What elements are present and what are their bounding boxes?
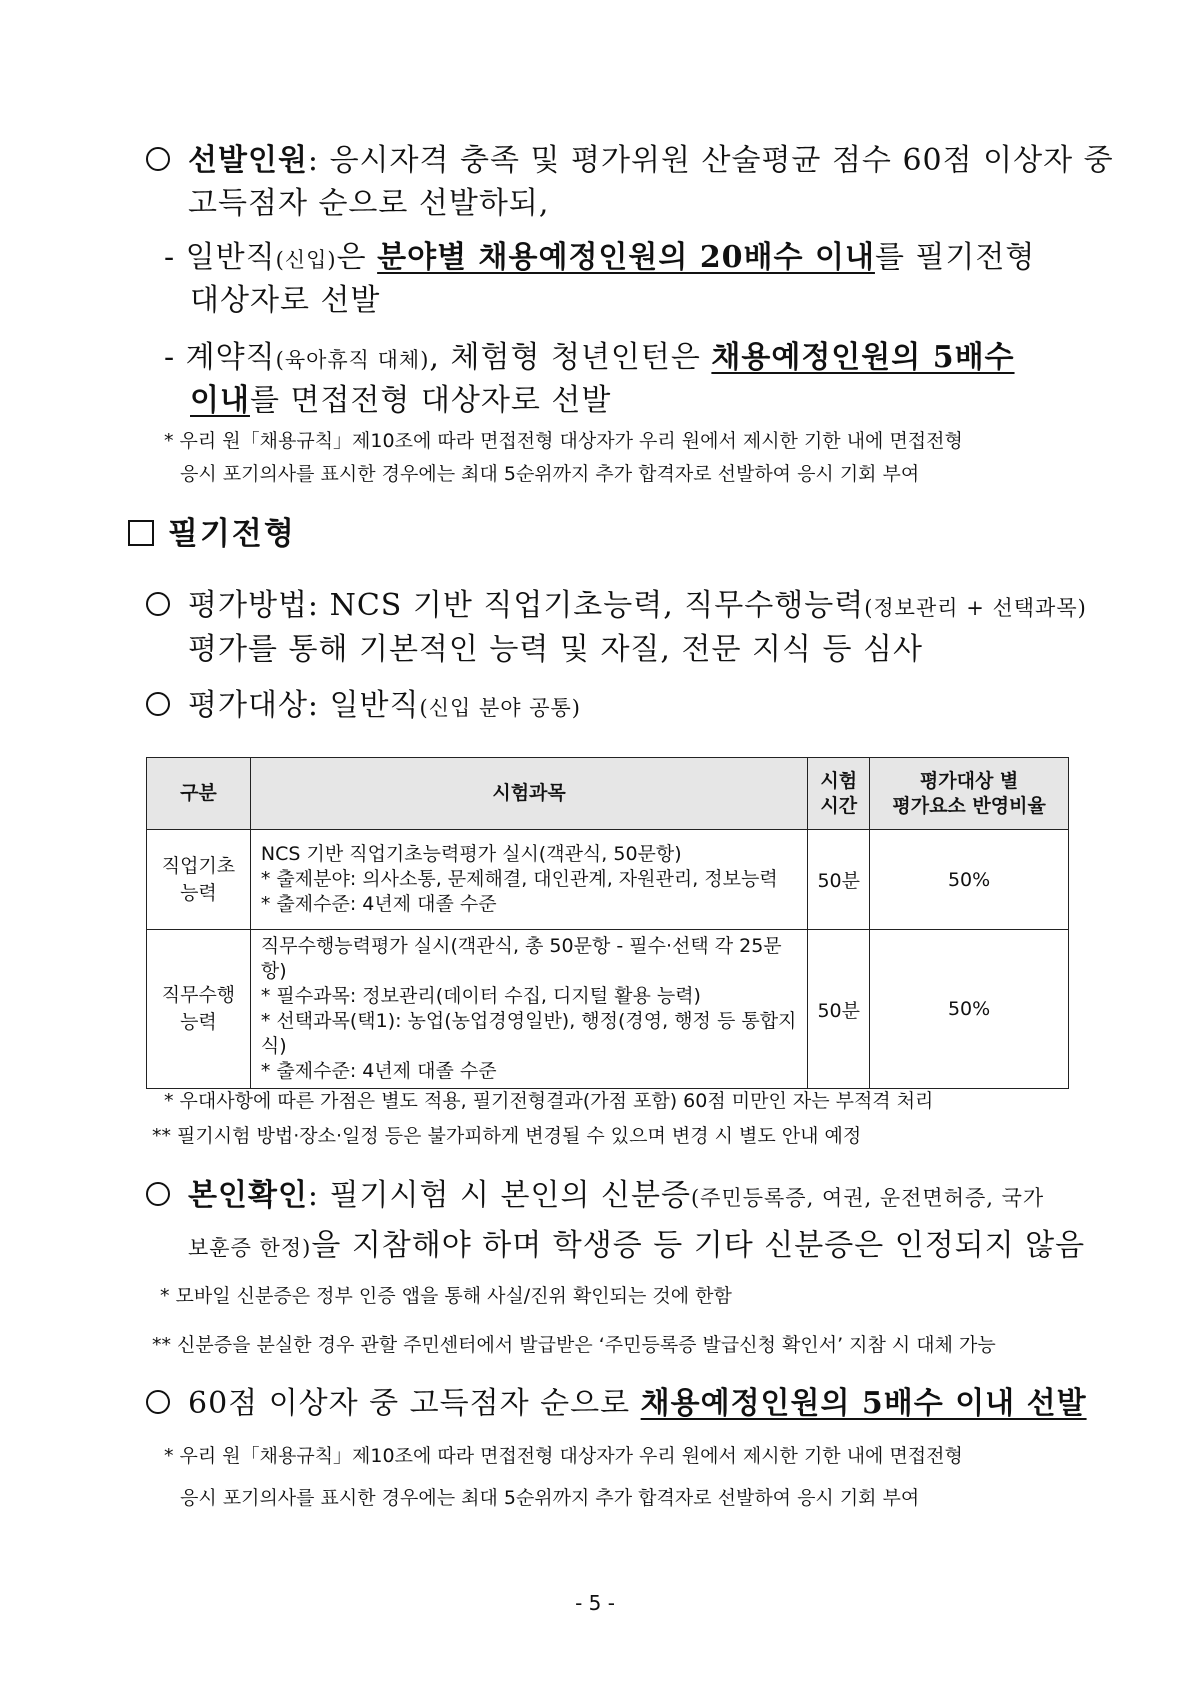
header-ratio-1: 평가대상 별 (919, 769, 1019, 792)
table-note-2: ** 필기시험 방법·장소·일정 등은 불가피하게 변경될 수 있으며 변경 시 별도 안내 예정 (152, 1125, 862, 1147)
row-category-1: 직업기초 (161, 854, 236, 877)
row-ratio: 50% (870, 930, 1069, 1089)
row-category (147, 830, 251, 930)
square-bullet-icon (128, 520, 154, 546)
row-ratio: 50% (870, 830, 1069, 930)
identity-line-1 (146, 1170, 1044, 1214)
contract-underlined-1: 채용예정인원의 5배수 (711, 340, 1015, 375)
table-header-row (147, 758, 1069, 830)
identity-label: 본인확인 (188, 1178, 308, 1213)
identity-note-1: * 모바일 신분증은 정부 인증 앱을 통해 사실/진위 확인되는 것에 한함 (160, 1285, 732, 1307)
selection-note-1: * 우리 원「채용규칙」제10조에 따라 면접전형 대상자가 우리 원에서 제시한 기한 내에 면접전형 (164, 430, 963, 452)
circle-bullet-icon (146, 1390, 170, 1414)
identity-paren-1: (주민등록증, 여권, 운전면허증, 국가 (690, 1186, 1045, 1210)
contract-prefix: - 계약직 (164, 340, 276, 375)
general-underlined: 분야별 채용예정인원의 20배수 이내 (377, 240, 875, 275)
identity-text-2: 을 지참해야 하며 학생증 등 기타 신분증은 인정되지 않음 (311, 1228, 1086, 1263)
header-time-1: 시험 (820, 769, 858, 792)
circle-bullet-icon (146, 1182, 170, 1206)
selection-line-2: 고득점자 순으로 선발하되, (188, 186, 550, 221)
row-category-1: 직무수행 (161, 984, 236, 1006)
subject-line: * 출제수준: 4년제 대졸 수준 (260, 1060, 497, 1082)
method-text: : NCS 기반 직업기초능력, 직무수행능력 (307, 588, 865, 623)
contract-line-2 (190, 375, 611, 419)
contract-mid: , 체험형 청년인턴은 (429, 340, 712, 375)
general-mid: 은 (336, 240, 378, 275)
table-note-1: * 우대사항에 따른 가점은 별도 적용, 필기전형결과(가점 포함) 60점 미만인 자는 부적격 처리 (164, 1090, 934, 1112)
row-subject (250, 930, 807, 1089)
selection-text: : 응시자격 충족 및 평가위원 산술평균 점수 60점 이상자 중 (307, 143, 1114, 178)
general-prefix: - 일반직 (164, 240, 276, 275)
header-ratio (870, 758, 1069, 830)
section-title (128, 508, 296, 553)
exam-table (146, 757, 1069, 1089)
method-label: 평가방법 (188, 588, 308, 623)
general-line-1 (164, 232, 1035, 276)
row-time: 50분 (808, 830, 870, 930)
circle-bullet-icon (146, 592, 170, 616)
table-row (147, 930, 1069, 1089)
header-time (808, 758, 870, 830)
subject-line: NCS 기반 직업기초능력평가 실시(객관식, 50문항) (260, 843, 682, 865)
row-time: 50분 (808, 930, 870, 1089)
final-underlined: 채용예정인원의 5배수 이내 선발 (640, 1386, 1087, 1421)
target-line (146, 680, 581, 724)
final-note-2: 응시 포기의사를 표시한 경우에는 최대 5순위까지 추가 합격자로 선발하여 응시 기회 부여 (180, 1487, 920, 1509)
selection-note-2: 응시 포기의사를 표시한 경우에는 최대 5순위까지 추가 합격자로 선발하여 응시 기회 부여 (180, 463, 920, 485)
target-paren: (신입 분야 공통) (419, 696, 581, 720)
final-text: 60점 이상자 중 고득점자 순으로 (188, 1386, 641, 1421)
section-title-text: 필기전형 (168, 516, 296, 552)
header-time-2: 시간 (820, 794, 858, 817)
row-category-2: 능력 (180, 881, 217, 904)
final-line (146, 1378, 1087, 1422)
method-line-2: 평가를 통해 기본적인 능력 및 자질, 전문 지식 등 심사 (188, 632, 923, 667)
identity-line-2 (188, 1220, 1085, 1264)
subject-line: * 선택과목(택1): 농업(농업경영일반), 행정(경영, 행정 등 통합지식) (260, 1010, 797, 1057)
target-label: 평가대상 (188, 688, 308, 723)
identity-paren-2: 보훈증 한정) (188, 1236, 312, 1260)
subject-line: * 출제수준: 4년제 대졸 수준 (260, 893, 497, 915)
circle-bullet-icon (146, 692, 170, 716)
row-category-2: 능력 (180, 1011, 217, 1033)
table-row (147, 830, 1069, 930)
general-paren: (신입) (275, 248, 337, 272)
header-ratio-2: 평가요소 반영비율 (892, 794, 1046, 817)
header-category: 구분 (147, 758, 251, 830)
method-line-1 (146, 580, 1087, 624)
method-paren: (정보관리 + 선택과목) (864, 596, 1087, 620)
general-line-2: 대상자로 선발 (190, 283, 381, 318)
contract-underlined-2: 이내 (190, 383, 250, 418)
target-text: : 일반직 (307, 688, 420, 723)
final-note-1: * 우리 원「채용규칙」제10조에 따라 면접전형 대상자가 우리 원에서 제시한 기한 내에 면접전형 (164, 1445, 963, 1467)
row-category (147, 930, 251, 1089)
selection-heading: 선발인원 (188, 143, 308, 178)
circle-bullet-icon (146, 147, 170, 171)
contract-line-1 (164, 332, 1015, 376)
selection-line-1 (146, 135, 1114, 179)
contract-suffix: 를 면접전형 대상자로 선발 (249, 383, 612, 418)
subject-line: * 필수과목: 정보관리(데이터 수집, 디지털 활용 능력) (260, 985, 701, 1007)
identity-text-1: : 필기시험 시 본인의 신분증 (307, 1178, 691, 1213)
contract-paren: (육아휴직 대체) (275, 348, 430, 372)
identity-note-2: ** 신분증을 분실한 경우 관할 주민센터에서 발급받은 ‘주민등록증 발급신청 확인서’ 지참 시 대체 가능 (152, 1334, 996, 1356)
page-number: - 5 - (575, 1591, 615, 1615)
subject-line: 직무수행능력평가 실시(객관식, 총 50문항 - 필수·선택 각 25문항) (260, 935, 782, 982)
row-subject (250, 830, 807, 930)
subject-line: * 출제분야: 의사소통, 문제해결, 대인관계, 자원관리, 정보능력 (260, 868, 778, 890)
header-subject: 시험과목 (250, 758, 807, 830)
general-suffix: 를 필기전형 (874, 240, 1036, 275)
